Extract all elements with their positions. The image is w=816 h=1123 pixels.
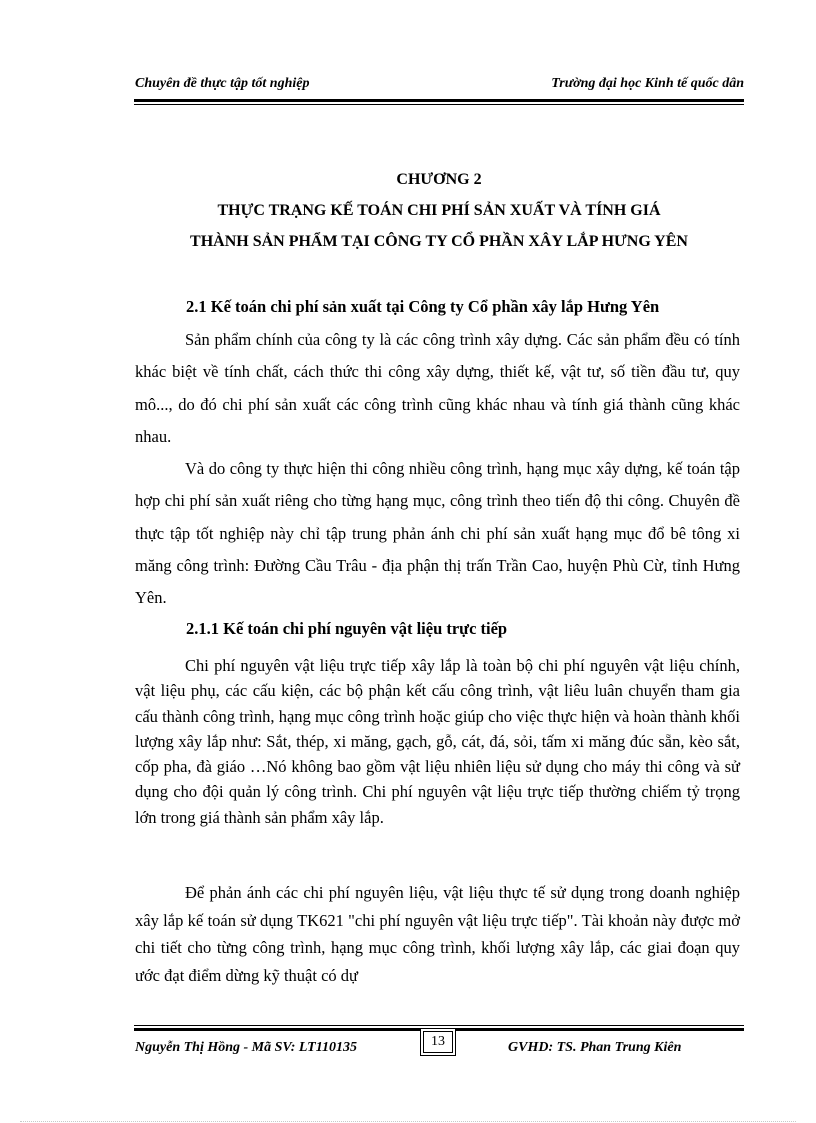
page-number-box [420,1028,456,1056]
section-2-1-1-paragraph-1: Chi phí nguyên vật liệu trực tiếp xây lắp là toàn bộ chi phí nguyên vật liệu chính, vật liệu phụ, các cấu kiện, các bộ phận kết cấu công trình, vật liêu luân chuyển tham gia cấu thành công trình, hạng mục công trình hoặc giúp cho việc thực hiện và hoàn thành khối lượng xây lắp như: Sắt, thép, xi măng, gạch, gỗ, cát, đá, sỏi, tấm xi măng đúc sẵn, kèo sắt, cốp pha, đà giáo …Nó không bao gồm vật liệu nhiên liệu sử dụng cho máy thi công và sử dụng cho đội quản lý công trình. Chi phí nguyên vật liệu trực tiếp thường chiếm tỷ trọng lớn trong giá thành sản phẩm xây lắp. [135,656,740,827]
section-2-1-paragraph-1: Sản phẩm chính của công ty là các công trình xây dựng. Các sản phẩm đều có tính khác biệt về tính chất, cách thức thi công xây dựng, thiết kế, vật tư, số tiền đầu tư, quy mô..., do đó chi phí sản xuất các công trình cũng khác nhau và tính giá thành cũng khác nhau. [135,330,740,446]
footer-author: Nguyễn Thị Hồng - Mã SV: LT110135 [135,1040,357,1055]
page-number: 13 [423,1031,453,1053]
chapter-title-line1: THỰC TRẠNG KẾ TOÁN CHI PHÍ SẢN XUẤT VÀ TÍNH GIÁ [217,202,661,219]
page-bottom-dotted-line [20,1121,796,1122]
header-left-text: Chuyên đề thực tập tốt nghiệp [135,76,310,91]
section-2-1-paragraph-2: Và do công ty thực hiện thi công nhiều công trình, hạng mục xây dựng, kế toán tập hợp chi phí sản xuất riêng cho từng hạng mục, công trình theo tiến độ thi công. Chuyên đề thực tập tốt nghiệp này chỉ tập trung phản ánh chi phí sản xuất hạng mục đổ bê tông xi măng công trình: Đường Cầu Trâu - địa phận thị trấn Trần Cao, huyện Phù Cừ, tỉnh Hưng Yên. [135,459,740,608]
chapter-title-line2: THÀNH SẢN PHẨM TẠI CÔNG TY CỔ PHẦN XÂY LẮP HƯNG YÊN [190,233,688,250]
section-2-1-heading: 2.1 Kế toán chi phí sản xuất tại Công ty Cổ phần xây lắp Hưng Yên [186,297,660,316]
header-rule-thin [134,104,744,105]
section-2-1-1-heading: 2.1.1 Kế toán chi phí nguyên vật liệu trực tiếp [186,619,508,638]
header-rule-thick [134,99,744,102]
footer-supervisor: GVHD: TS. Phan Trung Kiên [508,1040,682,1055]
chapter-number: CHƯƠNG 2 [396,171,482,188]
header-right-text: Trường đại học Kinh tế quốc dân [551,76,744,91]
page-header [135,76,744,96]
section-2-1-1-paragraph-2: Để phản ánh các chi phí nguyên liệu, vật liệu thực tế sử dụng trong doanh nghiệp xây lắp kế toán sử dụng TK621 "chi phí nguyên vật liệu trực tiếp". Tài khoản này được mở chi tiết cho từng công trình, hạng mục công trình, khối lượng xây lắp, các giai đoạn quy ước đạt điểm dừng kỹ thuật có dự [135,883,740,985]
footer-rule-thin [134,1025,744,1026]
